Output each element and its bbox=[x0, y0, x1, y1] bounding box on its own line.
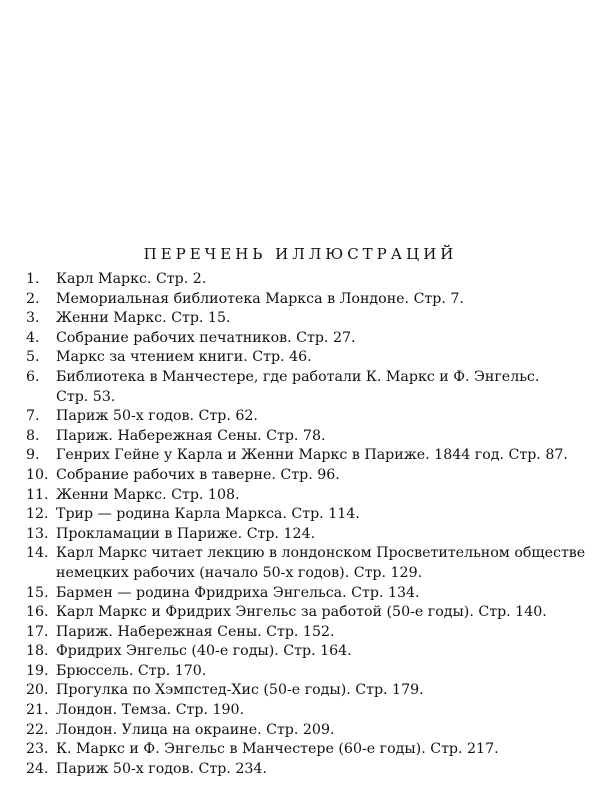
item-text-continuation: Стр. 53. bbox=[56, 388, 116, 405]
item-number: 8. bbox=[26, 427, 40, 444]
item-number: 5. bbox=[26, 349, 40, 366]
item-number: 22. bbox=[26, 721, 49, 738]
item-number: 21. bbox=[26, 702, 49, 719]
list-item bbox=[26, 662, 586, 682]
item-number: 9. bbox=[26, 447, 40, 464]
item-text: Фридрих Энгельс (40-е годы). Стр. 164. bbox=[56, 643, 352, 660]
item-number: 10. bbox=[26, 466, 49, 483]
list-item bbox=[26, 623, 586, 643]
list-item bbox=[26, 681, 586, 701]
list-item bbox=[26, 642, 586, 662]
item-number: 1. bbox=[26, 271, 40, 287]
item-text: Трир — родина Карла Маркса. Стр. 114. bbox=[56, 506, 360, 523]
list-item bbox=[26, 309, 586, 329]
item-number: 19. bbox=[26, 662, 49, 679]
list-item bbox=[26, 446, 586, 466]
item-text: Генрих Гейне у Карла и Женни Маркс в Париже. 1844 год. Стр. 87. bbox=[56, 447, 568, 464]
item-text: Париж. Набережная Сены. Стр. 78. bbox=[56, 427, 326, 444]
item-text-continuation: немецких рабочих (начало 50-х годов). Стр. 129. bbox=[56, 564, 423, 581]
item-number: 11. bbox=[26, 486, 49, 503]
item-number: 4. bbox=[26, 329, 40, 346]
list-item bbox=[26, 407, 586, 427]
list-item bbox=[26, 525, 586, 545]
item-text: Собрание рабочих в таверне. Стр. 96. bbox=[56, 466, 340, 483]
item-number: 15. bbox=[26, 584, 49, 601]
item-text: Мемориальная библиотека Маркса в Лондоне. Стр. 7. bbox=[56, 290, 464, 307]
item-number: 17. bbox=[26, 623, 49, 640]
item-text: К. Маркс и Ф. Энгельс в Манчестере (60-е годы). Стр. 217. bbox=[56, 741, 499, 758]
item-text: Женни Маркс. Стр. 108. bbox=[56, 486, 240, 503]
item-number: 3. bbox=[26, 310, 40, 327]
item-text-block bbox=[56, 544, 586, 583]
item-text: Библиотека в Манчестере, где работали К. Маркс и Ф. Энгельс. bbox=[56, 368, 540, 385]
list-item bbox=[26, 486, 586, 506]
item-text: Маркс за чтением книги. Стр. 46. bbox=[56, 349, 312, 366]
list-item bbox=[26, 466, 586, 486]
list-item bbox=[26, 348, 586, 368]
list-item bbox=[26, 270, 586, 290]
item-number: 18. bbox=[26, 643, 49, 660]
item-text: Собрание рабочих печатников. Стр. 27. bbox=[56, 329, 356, 346]
item-number: 13. bbox=[26, 525, 49, 542]
item-text: Лондон. Улица на окраине. Стр. 209. bbox=[56, 721, 335, 738]
item-text-block bbox=[56, 368, 586, 407]
item-text: Париж. Набережная Сены. Стр. 152. bbox=[56, 623, 335, 640]
item-text: Карл Маркс и Фридрих Энгельс за работой (50-е годы). Стр. 140. bbox=[56, 604, 547, 621]
item-text: Карл Маркс читает лекцию в лондонском Просветительном обществе bbox=[56, 545, 586, 562]
item-text: Женни Маркс. Стр. 15. bbox=[56, 310, 231, 327]
list-item bbox=[26, 544, 586, 583]
list-item bbox=[26, 740, 586, 760]
item-number: 7. bbox=[26, 408, 40, 425]
item-number: 20. bbox=[26, 682, 49, 699]
item-number: 12. bbox=[26, 506, 49, 523]
list-item bbox=[26, 721, 586, 741]
list-item bbox=[26, 368, 586, 407]
illustration-list bbox=[26, 270, 586, 779]
list-item bbox=[26, 329, 586, 349]
list-item bbox=[26, 603, 586, 623]
item-number: 14. bbox=[26, 545, 49, 562]
item-text: Лондон. Темза. Стр. 190. bbox=[56, 702, 245, 719]
list-item bbox=[26, 760, 586, 780]
item-number: 6. bbox=[26, 368, 40, 385]
item-number: 2. bbox=[26, 290, 40, 307]
item-number: 16. bbox=[26, 604, 49, 621]
page-title: ПЕРЕЧЕНЬ ИЛЛЮСТРАЦИЙ bbox=[143, 245, 458, 264]
item-text: Бармен — родина Фридриха Энгельса. Стр. 134. bbox=[56, 584, 420, 601]
item-text: Париж 50-х годов. Стр. 234. bbox=[56, 760, 267, 777]
item-text: Брюссель. Стр. 170. bbox=[56, 662, 207, 679]
list-item bbox=[26, 505, 586, 525]
list-item bbox=[26, 584, 586, 604]
item-text: Карл Маркс. Стр. 2. bbox=[56, 271, 207, 287]
item-text: Прокламации в Париже. Стр. 124. bbox=[56, 525, 316, 542]
item-number: 24. bbox=[26, 760, 49, 777]
list-item bbox=[26, 290, 586, 310]
item-text: Париж 50-х годов. Стр. 62. bbox=[56, 408, 258, 425]
list-item bbox=[26, 701, 586, 721]
item-text: Прогулка по Хэмпстед-Хис (50-е годы). Стр. 179. bbox=[56, 682, 424, 699]
item-number: 23. bbox=[26, 741, 49, 758]
list-item bbox=[26, 427, 586, 447]
